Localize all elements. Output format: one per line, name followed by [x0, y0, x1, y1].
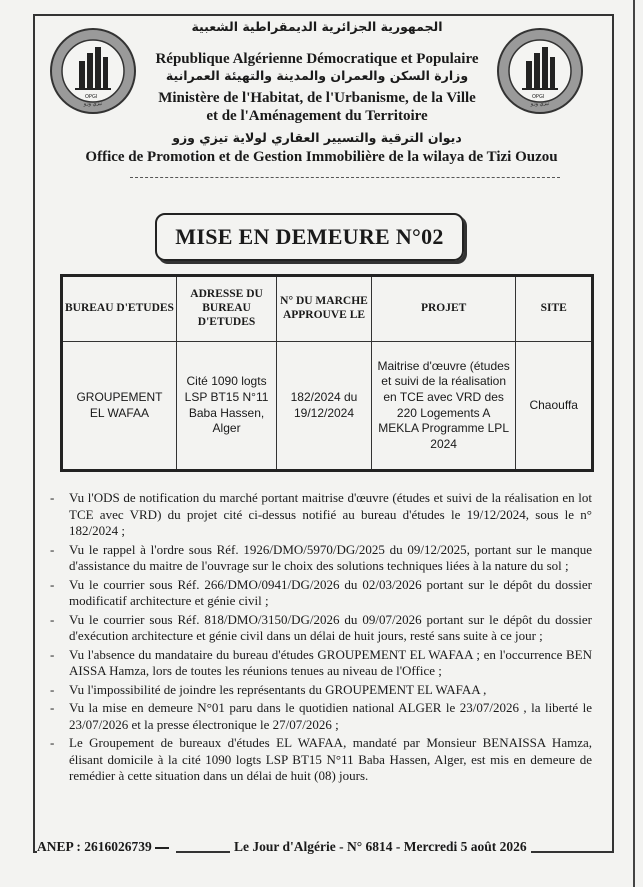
list-item: - Vu l'ODS de notification du marché portant maitrise d'œuvre (études et suivi de la réalisation en lot TCE avec VRD) du projet cité ci-dessus notifié au bureau d'études le 19/12/2024, sous le n° 182/2024 ; — [50, 490, 592, 540]
list-item: - Vu la mise en demeure N°01 paru dans le quotidien national ALGER le 23/07/2026 , la liberté le 23/07/2026 et la presse électronique le 27/07/2026 ; — [50, 700, 592, 733]
footer-publication: Le Jour d'Algérie - N° 6814 - Mercredi 5 août 2026 — [230, 839, 531, 857]
header-divider — [130, 177, 560, 178]
col-header-marche: N° DU MARCHE APPROUVE LE — [277, 276, 372, 342]
logo-label: OPGI — [532, 94, 545, 100]
cell-bureau: GROUPEMENT EL WAFAA — [62, 342, 177, 471]
header-arabic-ministry: وزارة السكن والعمران والمدينة والتهيئة العمرانية — [165, 68, 469, 83]
header-ministry-line2: et de l'Aménagement du Territoire — [206, 108, 428, 124]
logo-label: OPGI — [85, 94, 98, 100]
cell-site: Chaouffa — [516, 342, 593, 471]
list-item: - Vu le rappel à l'ordre sous Réf. 1926/DMO/5970/DG/2025 du 09/12/2025, portant sur le manque d'assistance du maitre de l'ouvrage sur le choix des solutions techniques liées à la nature du sol ; — [50, 542, 592, 575]
col-header-projet: PROJET — [371, 276, 516, 342]
footer-dash — [155, 847, 169, 849]
list-item: - Le Groupement de bureaux d'études EL WAFAA, mandaté par Monsieur BENAISSA Hamza, élisant domicile à la cité 1090 logts LSP BT15 N°11 Baba Hassen, Alger, est mis en demeure de remédier à cette situation dans un délai de huit (08) jours. — [50, 735, 592, 785]
table-row — [62, 342, 593, 471]
header-republic: République Algérienne Démocratique et Populaire — [155, 51, 479, 67]
considerations-list — [50, 490, 592, 787]
header-office: Office de Promotion et de Gestion Immobilière de la wilaya de Tizi Ouzou — [85, 149, 558, 165]
page-edge-line — [633, 0, 635, 887]
footer-anep — [37, 839, 176, 857]
list-item: - Vu l'absence du mandataire du bureau d'études GROUPEMENT EL WAFAA ; en l'occurrence BEN AISSA Hamza, lors de toutes les réunions tenues au niveau de l'Office ; — [50, 647, 592, 680]
opgi-logo-left — [49, 27, 137, 115]
cell-address: Cité 1090 logts LSP BT15 N°11 Baba Hassen, Alger — [176, 342, 276, 471]
list-item: - Vu le courrier sous Réf. 818/DMO/3150/DG/2026 du 09/07/2026 portant sur le dépôt du dossier d'exécution architecture et génie civil dans un délai de huit jours, resté sans suite à ce jour ; — [50, 612, 592, 645]
header-arabic-office: ديوان الترقية والتسيير العقاري لولاية تيزي وزو — [172, 130, 462, 145]
notice-title: MISE EN DEMEURE N°02 — [155, 213, 464, 261]
col-header-site: SITE — [516, 276, 593, 342]
anep-reference: ANEP : 2616026739 — [37, 839, 152, 854]
col-header-bureau: BUREAU D'ETUDES — [62, 276, 177, 342]
logo-sub-label: تيزي وزو — [530, 101, 550, 107]
table-header-row — [62, 276, 593, 342]
list-item: - Vu le courrier sous Réf. 266/DMO/0941/DG/2026 du 02/03/2026 portant sur le dépôt du dossier modificatif architecture et génie civil ; — [50, 577, 592, 610]
logo-sub-label: تيزي وزو — [83, 101, 103, 107]
list-item: - Vu l'impossibilité de joindre les représentants du GROUPEMENT EL WAFAA , — [50, 682, 592, 699]
opgi-logo-right — [496, 27, 584, 115]
cell-projet: Maitrise d'œuvre (études et suivi de la réalisation en TCE avec VRD des 220 Logements A MEKLA Programme LPL 2024 — [371, 342, 516, 471]
col-header-address: ADRESSE DU BUREAU D'ETUDES — [176, 276, 276, 342]
header-ministry-line1: Ministère de l'Habitat, de l'Urbanisme, de la Ville — [158, 90, 476, 106]
project-table — [60, 274, 594, 472]
cell-marche: 182/2024 du 19/12/2024 — [277, 342, 372, 471]
header-arabic-republic: الجمهورية الجزائرية الديمقراطية الشعبية — [191, 19, 443, 34]
